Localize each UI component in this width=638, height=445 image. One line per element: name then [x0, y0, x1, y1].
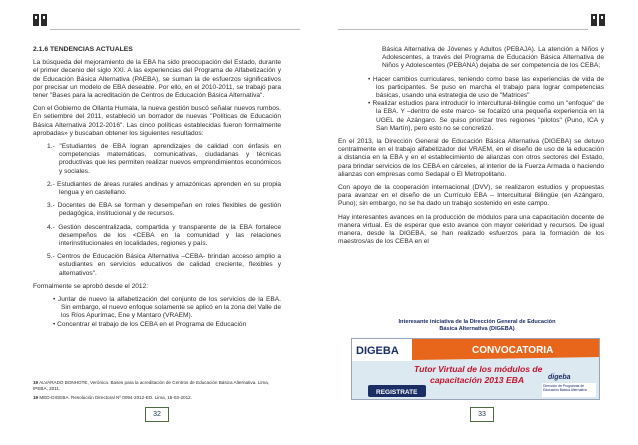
- list-item-text: Juntar de nuevo la alfabetización del conjunto de los servicios de la EBA. Sin embargo, el nuevo enfoque solamente se aplicó en la zona del Valle de los Ríos Apurímac, Ene y Mantaro (VRAEM).: [57, 296, 281, 320]
- footnote-text: MED-DIGEBA. Resolución Directoral Nº 0094-2012-ED. Lima, 15-03-2012.: [39, 395, 192, 400]
- banner-caption: Interesante iniciativa de la Dirección General de Educación Básica Alternativa (DIGEBA): [398, 319, 556, 332]
- numbered-item: 4.- Gestión descentralizada, compartida y transparente de la EBA fortalece desempeños de los <CEBA en la comunidad y las relaciones interinstitucionales en localidades, regiones y país.: [47, 223, 281, 248]
- numbered-item: 3.- Docentes de EBA se forman y desempeñan en roles flexibles de gestión pedagógica, institucional y de recursos.: [47, 202, 281, 218]
- footnote: [33, 380, 283, 392]
- left-page-column: [33, 46, 281, 329]
- numbered-item: 5.- Centros de Educación Básica Alternativa –CEBA- brindan acceso amplio a estudiantes en servicios educativos de calidad creciente, flexibles y alternativos".: [47, 253, 281, 277]
- list-item: • Juntar de nuevo la alfabetización del conjunto de los servicios de la EBA. Sin embargo, el nuevo enfoque solamente se aplicó en la zona del Valle de los Ríos Apurímac, Ene y Mantaro (VRAEM).: [53, 296, 281, 320]
- paragraph: Formalmente se aprobó desde el 2012:: [33, 282, 149, 290]
- convocatoria-label: CONVOCATORIA: [472, 345, 554, 356]
- list-item: • Realizar estudios para introducir lo intercultural-bilingüe como un "enfoque" de la EBA. Y –dentro de este marco- se focalizó una pequeña experiencia en la UGEL de Azángaro. Se quiso priorizar tres regiones "pilotos" (Puno, ICA y San Martín), pero esto no se concretizó.: [368, 100, 605, 132]
- list-item: • Hacer cambios curriculares, teniendo como base las experiencias de vida de los participantes. Se puso en marcha el trabajo para lograr competencias básicas, usando una estrategia de uso de "Matrices": [368, 75, 604, 100]
- digeba-logo: DIGEBA: [356, 345, 399, 357]
- side-logo: digeba: [548, 374, 571, 381]
- footnote-text: ALVARADO BONHOTE, Verónica. Bases para la acreditación de Centros de Educación Básica Alternativa. Lima, IPEBA, 2011.: [33, 380, 270, 391]
- right-page-column: [338, 46, 604, 251]
- list-item-text: Hacer cambios curriculares, teniendo como base las experiencias de vida de los participantes. Se puso en marcha el trabajo para lograr competencias básicas, usando una estrategia de uso de "Matrices": [372, 75, 604, 100]
- header-rule-left: [50, 29, 300, 30]
- paragraph: Hay interesantes avances en la producción de módulos para una capacitación docente de manera virtual. Es de esperar que esto avance con mayor celeridad y recursos. De igual manera, desde la DIGEBA, se han realizado esfuerzos para la formación de los maestros/as de los CEBA en el: [338, 213, 604, 246]
- banner-title-line1: Tutor Virtual de los módulos de: [414, 364, 543, 374]
- footnote-marker: 19: [33, 380, 39, 385]
- section-heading: 2.1.6 TENDENCIAS ACTUALES: [33, 46, 133, 53]
- list-item-text: Realizar estudios para introducir lo intercultural-bilingüe como un "enfoque" de la EBA. Y –dentro de este marco- se focalizó una pequeña experiencia en la UGEL de Azángaro. Se quiso priorizar tres regiones "pilotos" (Puno, ICA y San Martín), pero esto no se concretizó.: [372, 100, 605, 132]
- footnote: [33, 395, 283, 401]
- publisher-logo-right-icon: [591, 14, 605, 26]
- convocatoria-banner: [351, 338, 600, 400]
- paragraph: En el 2013, la Dirección General de Educación Básica Alternativa (DIGEBA) se detuvo centralmente en el trabajo alfabetizador del VRAEM, en el diseño de uso de la educación a distancia en la EBA y en el establecimiento de alianzas con otros sectores del Estado, para brindar servicios de los CEBA en cárceles, al interior de la Fuerza Armada o haciendo alianzas con empresas como Sedapal o El Metropolitano.: [338, 138, 604, 178]
- paragraph: Con apoyo de la cooperación internacional (DVV), se realizaron estudios y propuestas para avanzar en el diseño de un Currículo EBA – Intercultural Bilingüe (en Azángaro, Puno); sin embargo, no se ha dado un trabajo sostenido en este campo.: [338, 184, 604, 208]
- side-logo-caption: Dirección de Programas de Educación Básica Alternativa: [543, 384, 587, 392]
- numbered-item: 1.- "Estudiantes de EBA logran aprendizajes de calidad con énfasis en competencias matemáticas, comunicativas, ciudadanas y técnicas productivas que les permiten realizar nuevos emprendimientos económicos y sociales.: [47, 143, 281, 175]
- footnote-marker: 19: [33, 395, 39, 400]
- banner-title-line2: capacitación 2013 EBA: [430, 375, 525, 385]
- numbered-item: 2.- Estudiantes de áreas rurales andinas y amazónicas aprenden en su propia lengua y en castellano.: [47, 180, 281, 197]
- page-number: 33: [470, 407, 494, 422]
- page-number: 32: [145, 407, 169, 422]
- publisher-logo-left-icon: [33, 14, 47, 26]
- register-button[interactable]: REGISTRATE: [376, 389, 418, 396]
- list-item: • Concentrar el trabajo de los CEBA en el Programa de Educación: [53, 320, 247, 328]
- list-item-text: Concentrar el trabajo de los CEBA en el Programa de Educación: [57, 320, 247, 328]
- paragraph: La búsqueda del mejoramiento de la EBA ha sido preocupación del Estado, durante el primer decenio del siglo XXI. A las experiencias del Programa de Alfabetización y de Educación Básica Alternativa (PAEBA), se suman la de esfuerzos significativos por precisar un modelo de EBA deseable. Por ello, en el 2010-2011, se trabajó para tener "Bases para la acreditación de Centros de Educación Básica Alternativa".: [33, 59, 281, 100]
- paragraph: Básica Alternativa de Jóvenes y Adultos (PEBAJA). La atención a Niños y Adolescentes, a través del Programa de Educación Básica Alternativa de Niños y Adolescentes (PEBANA) dejaba de ser competencia de los CEBA;: [382, 46, 604, 70]
- paragraph: Con el Gobierno de Ollanta Humala, la nueva gestión buscó señalar nuevos rumbos. En setiembre del 2011, estableció un borrador de nuevas "Políticas de Educación Básica Alternativa 2012-2016". Las cinco políticas establecidas fueron formalmente aprobadas» y buscaban obtener los siguientes resultados:: [33, 105, 281, 137]
- header-rule-right: [338, 29, 588, 30]
- banner-graphic: [352, 339, 599, 399]
